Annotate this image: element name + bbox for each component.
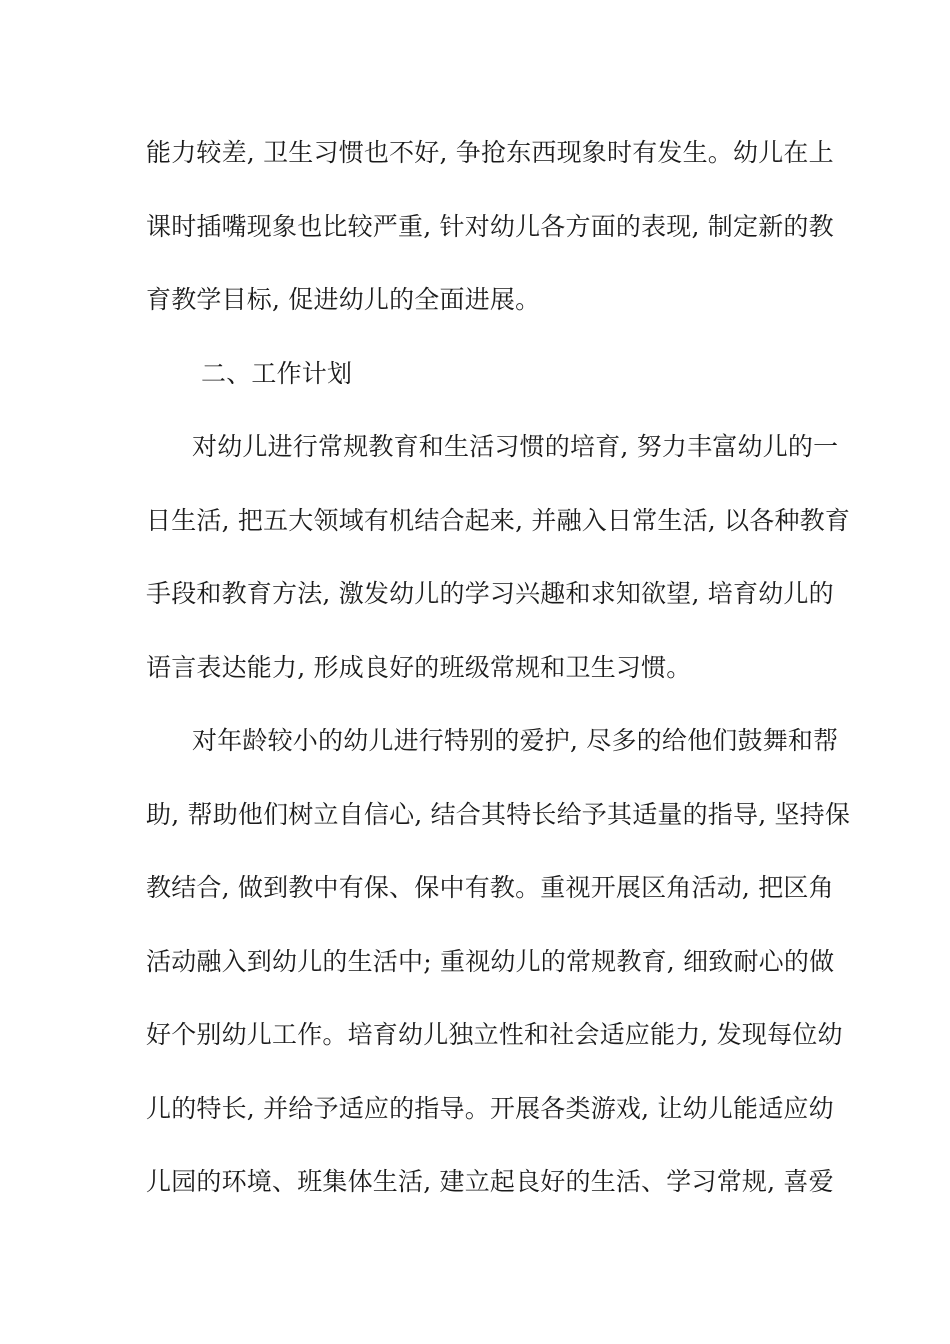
- paragraph-line: 儿的特长, 并给予适应的指导。开展各类游戏, 让幼儿能适应幼: [146, 1093, 834, 1123]
- paragraph-line: 育教学目标, 促进幼儿的全面进展。: [146, 285, 541, 314]
- paragraph-line: 对年龄较小的幼儿进行特别的爱护, 尽多的给他们鼓舞和帮: [192, 726, 839, 755]
- paragraph-line: 助, 帮助他们树立自信心, 结合其特长给予其适量的指导, 坚持保: [146, 799, 851, 829]
- document-body: [146, 124, 851, 1227]
- paragraph-line: 课时插嘴现象也比较严重, 针对幼儿各方面的表现, 制定新的教: [146, 211, 834, 241]
- paragraph-line: 对幼儿进行常规教育和生活习惯的培育, 努力丰富幼儿的一: [192, 432, 839, 461]
- paragraph-line: 能力较差, 卫生习惯也不好, 争抢东西现象时有发生。幼儿在上: [146, 138, 834, 167]
- paragraph-line: 日生活, 把五大领域有机结合起来, 并融入日常生活, 以各种教育: [146, 505, 851, 535]
- paragraph-line: 语言表达能力, 形成良好的班级常规和卫生习惯。: [146, 652, 692, 682]
- paragraph-line: 活动融入到幼儿的生活中; 重视幼儿的常规教育, 细致耐心的做: [146, 946, 835, 976]
- section-heading: 二、工作计划: [201, 358, 353, 388]
- paragraph-line: 手段和教育方法, 激发幼儿的学习兴趣和求知欲望, 培育幼儿的: [146, 579, 834, 608]
- paragraph-line: 教结合, 做到教中有保、保中有教。重视开展区角活动, 把区角: [146, 873, 834, 902]
- paragraph-line: 儿园的环境、班集体生活, 建立起良好的生活、学习常规, 喜爱: [146, 1167, 834, 1196]
- paragraph-line: 好个别幼儿工作。培育幼儿独立性和社会适应能力, 发现每位幼: [146, 1020, 843, 1049]
